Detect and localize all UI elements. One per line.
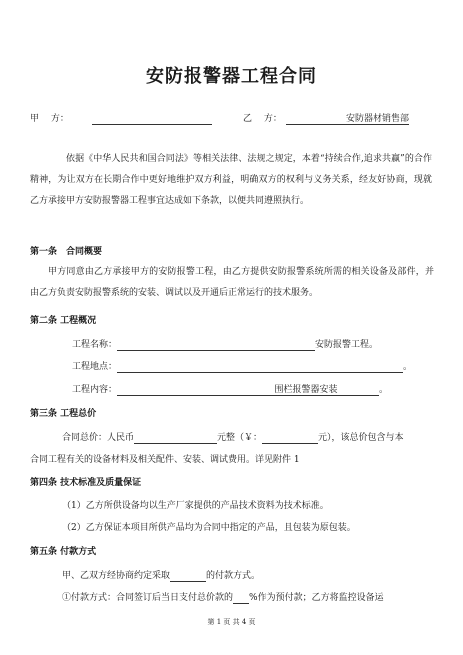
project-content-label: 工程内容：: [72, 385, 118, 395]
price-prefix: 合同总价：人民币: [62, 433, 135, 443]
payment-line2-prefix: ①付款方式：合同签订后当日支付总价款的: [62, 593, 234, 603]
project-name-blank: [117, 339, 315, 351]
project-location-row: [72, 361, 412, 373]
payment-terms-row: [62, 592, 384, 604]
payment-line1-suffix: 的付款方式。: [206, 571, 261, 581]
price-suffix: 元），该总价包含与本: [318, 433, 404, 443]
page-footer: 第 1 页 共 4 页: [207, 618, 256, 626]
project-name-row: [72, 339, 378, 351]
article-4-heading: 第四条 技术标准及质量保证: [30, 478, 142, 488]
article-4-item-2: （2）乙方保证本项目所供产品均为合同中指定的产品，且包装为原包装。: [62, 523, 356, 533]
payment-line1-prefix: 甲、乙双方经协商约定采取: [62, 571, 171, 581]
price-middle: 元整（￥：: [217, 433, 263, 443]
project-location-blank: [117, 361, 403, 373]
article-3-heading: 第三条 工程总价: [30, 409, 97, 419]
payment-percent-blank: [233, 592, 249, 604]
total-price-continuation: 合同工程有关的设备材料及相关配件、安装、调试费用。详见附件 1: [30, 455, 300, 465]
article-4-item-1: （1）乙方所供设备均以生产厂家提供的产品技术资料为技术标准。: [62, 501, 329, 511]
party-b-value: 安防器材销售部: [286, 113, 409, 125]
intro-paragraph: 依据《中华人民共和国合同法》等相关法律、法规之规定，本着“持续合作,追求共赢”的合作精神，为让双方在长期合作中更好地维护双方利益，明确双方的权利与义务关系，经友好协商，现就乙方承接甲方安防报警器工程事宜达成如下条款，以便共同遵照执行。: [30, 154, 432, 206]
article-2-heading: 第二条 工程概况: [30, 316, 97, 326]
party-b-label: 乙 方：: [243, 114, 282, 124]
article-1-body: 甲方同意由乙方承接甲方的安防报警工程，由乙方提供安防报警系统所需的相关设备及部件，并由乙方负责安防报警系统的安装、调试以及开通后正常运行的技术服务。: [30, 267, 434, 298]
project-content-value: 围栏报警器安装: [274, 385, 338, 395]
price-rmb-blank: [134, 432, 217, 444]
total-price-row: [62, 432, 404, 444]
party-a-label: 甲 方：: [30, 114, 69, 124]
project-name-label: 工程名称：: [72, 340, 118, 350]
project-content-row: [72, 384, 388, 396]
article-5-heading: 第五条 付款方式: [30, 547, 97, 557]
payment-line2-suffix: %作为预付款；乙方将监控设备运: [249, 593, 384, 603]
party-a-blank: [92, 113, 212, 125]
payment-method-row: [62, 570, 260, 582]
price-yen-blank: [262, 432, 318, 444]
project-location-label: 工程地点：: [72, 362, 118, 372]
project-content-suffix: 。: [379, 385, 389, 395]
payment-method-blank: [170, 570, 206, 582]
article-1-heading: 第一条 合同概要: [30, 247, 103, 257]
project-location-suffix: 。: [403, 362, 413, 372]
project-name-suffix: 安防报警工程。: [315, 340, 379, 350]
project-content-value-wrap: [117, 384, 379, 396]
document-title: 安防报警器工程合同: [146, 66, 317, 87]
